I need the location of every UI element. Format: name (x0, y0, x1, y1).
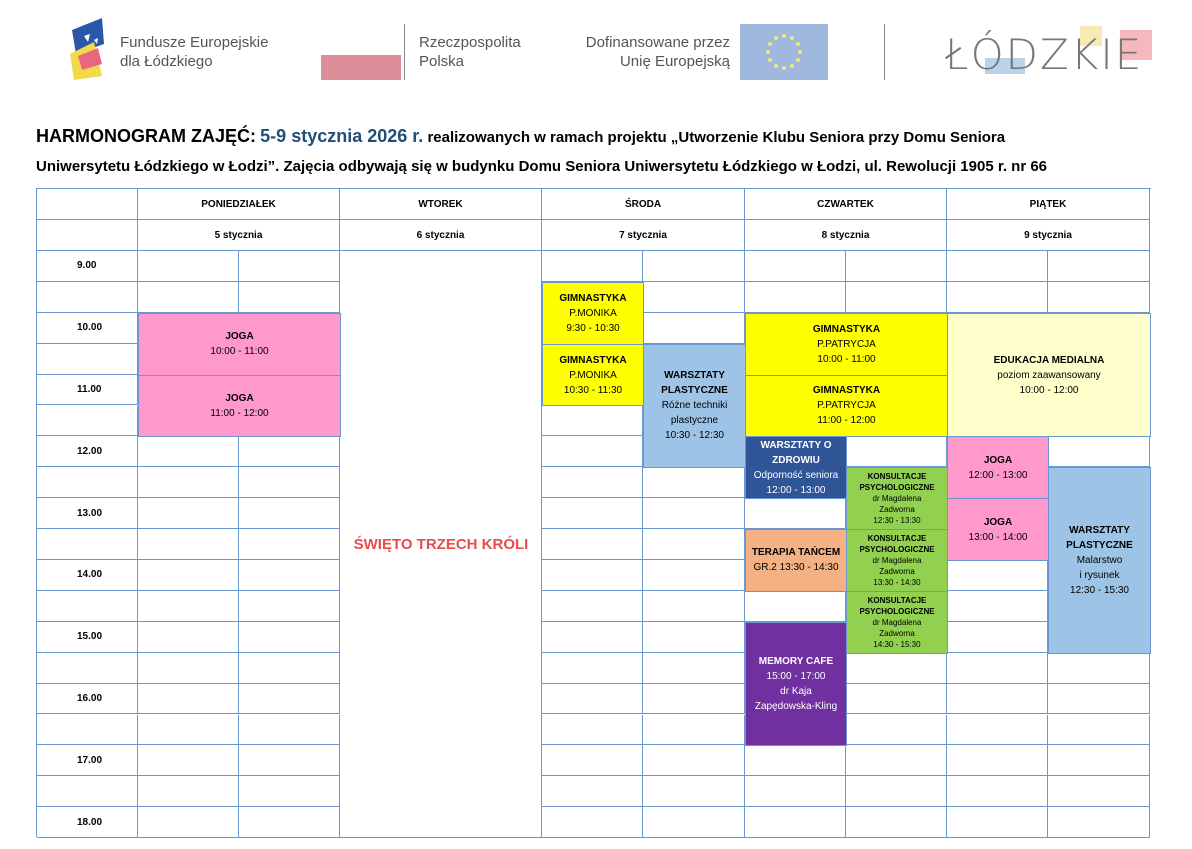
schedule-event (138, 313, 341, 376)
event-detail: poziom zaawansowany (997, 369, 1101, 381)
slot-cell (643, 745, 745, 776)
schedule-heading (36, 122, 1166, 181)
slot-cell (542, 653, 643, 684)
slot-cell (542, 622, 643, 653)
slot-cell (138, 436, 239, 467)
slot-cell (239, 251, 340, 282)
slot-cell (643, 251, 745, 282)
event-detail: 12:30 - 15:30 (1070, 584, 1129, 596)
pl-flag-icon (321, 30, 401, 80)
slot-cell (745, 591, 846, 622)
slot-cell (643, 560, 745, 591)
slot-cell (542, 807, 643, 838)
slot-cell (1048, 715, 1150, 746)
slot-cell (947, 622, 1048, 653)
slot-cell (542, 436, 643, 467)
event-title: GIMNASTYKA (812, 385, 881, 397)
slot-cell (846, 745, 947, 776)
day-date: 9 stycznia (947, 220, 1150, 251)
time-label: 18.00 (37, 807, 138, 838)
slot-cell (239, 715, 340, 746)
slot-cell (542, 776, 643, 807)
time-label: 9.00 (37, 251, 138, 282)
schedule-event (947, 498, 1049, 561)
slot-cell (239, 498, 340, 529)
pl-logo-text: Rzeczpospolita Polska (419, 34, 521, 70)
event-detail: Zadworna (879, 566, 915, 576)
slot-cell (138, 776, 239, 807)
event-title: KONSULTACJE PSYCHOLOGICZNE (859, 472, 935, 493)
schedule-event (846, 529, 948, 592)
day-header: PIĄTEK (947, 189, 1150, 220)
slot-cell (138, 282, 239, 313)
event-detail: Malarstwo (1076, 554, 1123, 566)
event-detail: dr Magdalena (872, 494, 922, 504)
slot-cell (846, 282, 947, 313)
time-label (37, 344, 138, 375)
slot-cell (542, 467, 643, 498)
slot-cell (138, 591, 239, 622)
logo-bar (0, 0, 1192, 100)
slot-cell (542, 529, 643, 560)
event-detail: 12:00 - 13:00 (968, 469, 1028, 481)
slot-cell (138, 251, 239, 282)
event-detail: P.MONIKA (569, 369, 617, 381)
slot-cell (138, 560, 239, 591)
slot-cell (643, 282, 745, 313)
divider (884, 24, 885, 80)
event-detail: GR.2 13:30 - 14:30 (753, 562, 839, 574)
event-detail: 14:30 - 15:30 (873, 639, 921, 649)
slot-cell (1048, 251, 1150, 282)
day-header: CZWARTEK (745, 189, 947, 220)
event-title: JOGA (983, 516, 1013, 528)
slot-cell (138, 653, 239, 684)
slot-cell (239, 591, 340, 622)
slot-cell (138, 745, 239, 776)
slot-cell (138, 715, 239, 746)
event-detail: dr Kaja (780, 686, 812, 698)
event-title: EDUKACJA MEDIALNA (993, 354, 1105, 366)
event-detail: 9:30 - 10:30 (566, 322, 620, 334)
region-logo-text: ŁÓDZKIE (945, 30, 1144, 79)
slot-cell (643, 715, 745, 746)
day-header: ŚRODA (542, 189, 745, 220)
slot-cell (643, 776, 745, 807)
heading-line1: realizowanych w ramach projektu „Utworzenie Klubu Seniora przy Domu Seniora (427, 129, 1006, 146)
slot-cell (643, 591, 745, 622)
slot-cell (643, 684, 745, 715)
time-label: 14.00 (37, 560, 138, 591)
schedule-event (745, 436, 847, 499)
event-detail: P.MONIKA (569, 307, 617, 319)
slot-cell (643, 622, 745, 653)
heading-dates: 5-9 stycznia 2026 r. (260, 126, 424, 146)
slot-cell (947, 776, 1048, 807)
schedule-table (36, 188, 1151, 837)
event-detail: 13:00 - 14:00 (968, 531, 1028, 543)
slot-cell (1048, 282, 1150, 313)
slot-cell (846, 776, 947, 807)
event-detail: Różne techniki (661, 400, 728, 412)
slot-cell (745, 282, 846, 313)
slot-cell (846, 684, 947, 715)
schedule-event (846, 467, 948, 530)
slot-cell (542, 560, 643, 591)
event-detail: i rysunek (1079, 569, 1120, 581)
event-title: JOGA (225, 392, 254, 404)
schedule-event (542, 344, 644, 407)
slot-cell (846, 653, 947, 684)
event-title: MEMORY CAFE (758, 656, 834, 668)
slot-cell (239, 745, 340, 776)
event-detail: plastyczne (670, 415, 719, 427)
day-header: PONIEDZIAŁEK (138, 189, 340, 220)
slot-cell (947, 807, 1048, 838)
slot-cell (239, 529, 340, 560)
time-label (37, 776, 138, 807)
event-detail: 10:00 - 11:00 (817, 353, 876, 365)
time-label (37, 591, 138, 622)
slot-cell (745, 251, 846, 282)
schedule-event (947, 436, 1049, 499)
slot-cell (542, 498, 643, 529)
schedule-event (643, 344, 746, 469)
fe-logo-text: Fundusze Europejskie dla Łódzkiego (120, 34, 269, 70)
schedule-event (846, 591, 948, 654)
event-detail: 11:00 - 12:00 (817, 415, 876, 427)
slot-cell (1048, 807, 1150, 838)
slot-cell (643, 313, 745, 344)
slot-cell (239, 807, 340, 838)
time-label (37, 529, 138, 560)
slot-cell (138, 807, 239, 838)
corner-cell (37, 220, 138, 251)
eu-flag-icon (740, 24, 828, 80)
slot-cell (947, 251, 1048, 282)
slot-cell (138, 684, 239, 715)
slot-cell (643, 807, 745, 838)
slot-cell (745, 776, 846, 807)
event-detail: 10:00 - 12:00 (1019, 384, 1079, 396)
slot-cell (542, 745, 643, 776)
time-label (37, 282, 138, 313)
slot-cell (643, 529, 745, 560)
event-detail: 13:30 - 14:30 (873, 577, 921, 587)
event-detail: 10:30 - 11:30 (563, 384, 623, 396)
slot-cell (239, 560, 340, 591)
slot-cell (1048, 653, 1150, 684)
slot-cell (643, 467, 745, 498)
slot-cell (846, 251, 947, 282)
slot-cell (1048, 684, 1150, 715)
time-label: 17.00 (37, 745, 138, 776)
schedule-event (745, 375, 948, 438)
slot-cell (239, 684, 340, 715)
slot-cell (239, 436, 340, 467)
slot-cell (745, 498, 846, 529)
slot-cell (542, 591, 643, 622)
event-detail: 11:00 - 12:00 (210, 407, 269, 419)
day-header: WTOREK (340, 189, 542, 220)
day-date: 7 stycznia (542, 220, 745, 251)
fe-logo-icon (68, 14, 108, 86)
event-detail: Zadworna (879, 628, 915, 638)
event-detail: Odporność seniora (753, 469, 839, 481)
time-label: 10.00 (37, 313, 138, 344)
slot-cell (239, 776, 340, 807)
slot-cell (542, 684, 643, 715)
holiday-label: ŚWIĘTO TRZECH KRÓLI (353, 536, 529, 554)
event-detail: 10:30 - 12:30 (665, 430, 724, 442)
slot-cell (947, 282, 1048, 313)
slot-cell (643, 653, 745, 684)
schedule-event (745, 529, 847, 592)
slot-cell (542, 406, 643, 437)
slot-cell (947, 560, 1048, 591)
slot-cell (239, 622, 340, 653)
event-title: WARSZTATY PLASTYCZNE (661, 370, 728, 397)
schedule-event (947, 313, 1151, 438)
event-detail: 10:00 - 11:00 (210, 346, 269, 358)
heading-title: HARMONOGRAM ZAJĘĆ: (36, 126, 256, 146)
slot-cell (542, 251, 643, 282)
slot-cell (745, 807, 846, 838)
event-detail: P.PATRYCJA (817, 338, 876, 350)
event-detail: 12:00 - 13:00 (766, 484, 826, 496)
event-title: TERAPIA TAŃCEM (751, 547, 841, 559)
event-title: KONSULTACJE PSYCHOLOGICZNE (859, 533, 935, 554)
schedule-event (745, 313, 948, 376)
day-date: 5 stycznia (138, 220, 340, 251)
slot-cell (239, 282, 340, 313)
event-title: GIMNASTYKA (559, 292, 627, 304)
time-label: 11.00 (37, 375, 138, 406)
schedule-event (1048, 467, 1151, 653)
slot-cell (643, 498, 745, 529)
day-date: 6 stycznia (340, 220, 542, 251)
slot-cell (138, 498, 239, 529)
slot-cell (1048, 436, 1150, 467)
slot-cell (1048, 745, 1150, 776)
slot-cell (846, 807, 947, 838)
time-label (37, 653, 138, 684)
schedule-event (542, 282, 644, 345)
slot-cell (947, 591, 1048, 622)
slot-cell (947, 715, 1048, 746)
event-title: KONSULTACJE PSYCHOLOGICZNE (859, 595, 935, 616)
slot-cell (947, 684, 1048, 715)
event-detail: 15:00 - 17:00 (766, 671, 826, 683)
event-title: WARSZTATY O ZDROWIU (760, 439, 832, 466)
heading-line2: Uniwersytetu Łódzkiego w Łodzi”. Zajęcia odbywają się w budynku Domu Seniora Uniwersytetu Łódzkiego w Łodzi, ul. Rewolucji 1905 r. nr 66 (36, 158, 1048, 175)
slot-cell (138, 467, 239, 498)
slot-cell (138, 622, 239, 653)
event-detail: dr Magdalena (872, 617, 922, 627)
slot-cell (745, 745, 846, 776)
time-label: 13.00 (37, 498, 138, 529)
time-label: 12.00 (37, 436, 138, 467)
time-label: 15.00 (37, 622, 138, 653)
event-detail: dr Magdalena (872, 555, 922, 565)
time-label (37, 715, 138, 746)
eu-logo-text: Dofinansowane przez Unię Europejską (585, 34, 730, 70)
slot-cell (947, 745, 1048, 776)
event-title: GIMNASTYKA (812, 323, 881, 335)
slot-cell (542, 715, 643, 746)
day-date: 8 stycznia (745, 220, 947, 251)
event-title: JOGA (225, 331, 254, 343)
slot-cell (239, 467, 340, 498)
event-title: JOGA (983, 454, 1013, 466)
event-detail: P.PATRYCJA (817, 400, 876, 412)
slot-cell (846, 436, 947, 467)
event-detail: Zadworna (879, 505, 915, 515)
slot-cell (947, 653, 1048, 684)
event-title: GIMNASTYKA (559, 354, 627, 366)
slot-cell (239, 653, 340, 684)
schedule-event (138, 375, 341, 438)
slot-cell (1048, 776, 1150, 807)
time-label: 16.00 (37, 684, 138, 715)
event-title: WARSZTATY PLASTYCZNE (1066, 524, 1133, 551)
event-detail: Zapędowska-Kling (754, 701, 838, 713)
corner-cell (37, 189, 138, 220)
time-label (37, 467, 138, 498)
slot-cell (846, 715, 947, 746)
schedule-event (745, 622, 847, 747)
time-label (37, 406, 138, 437)
event-detail: 12:30 - 13:30 (873, 516, 921, 526)
divider (404, 24, 405, 80)
slot-cell (138, 529, 239, 560)
